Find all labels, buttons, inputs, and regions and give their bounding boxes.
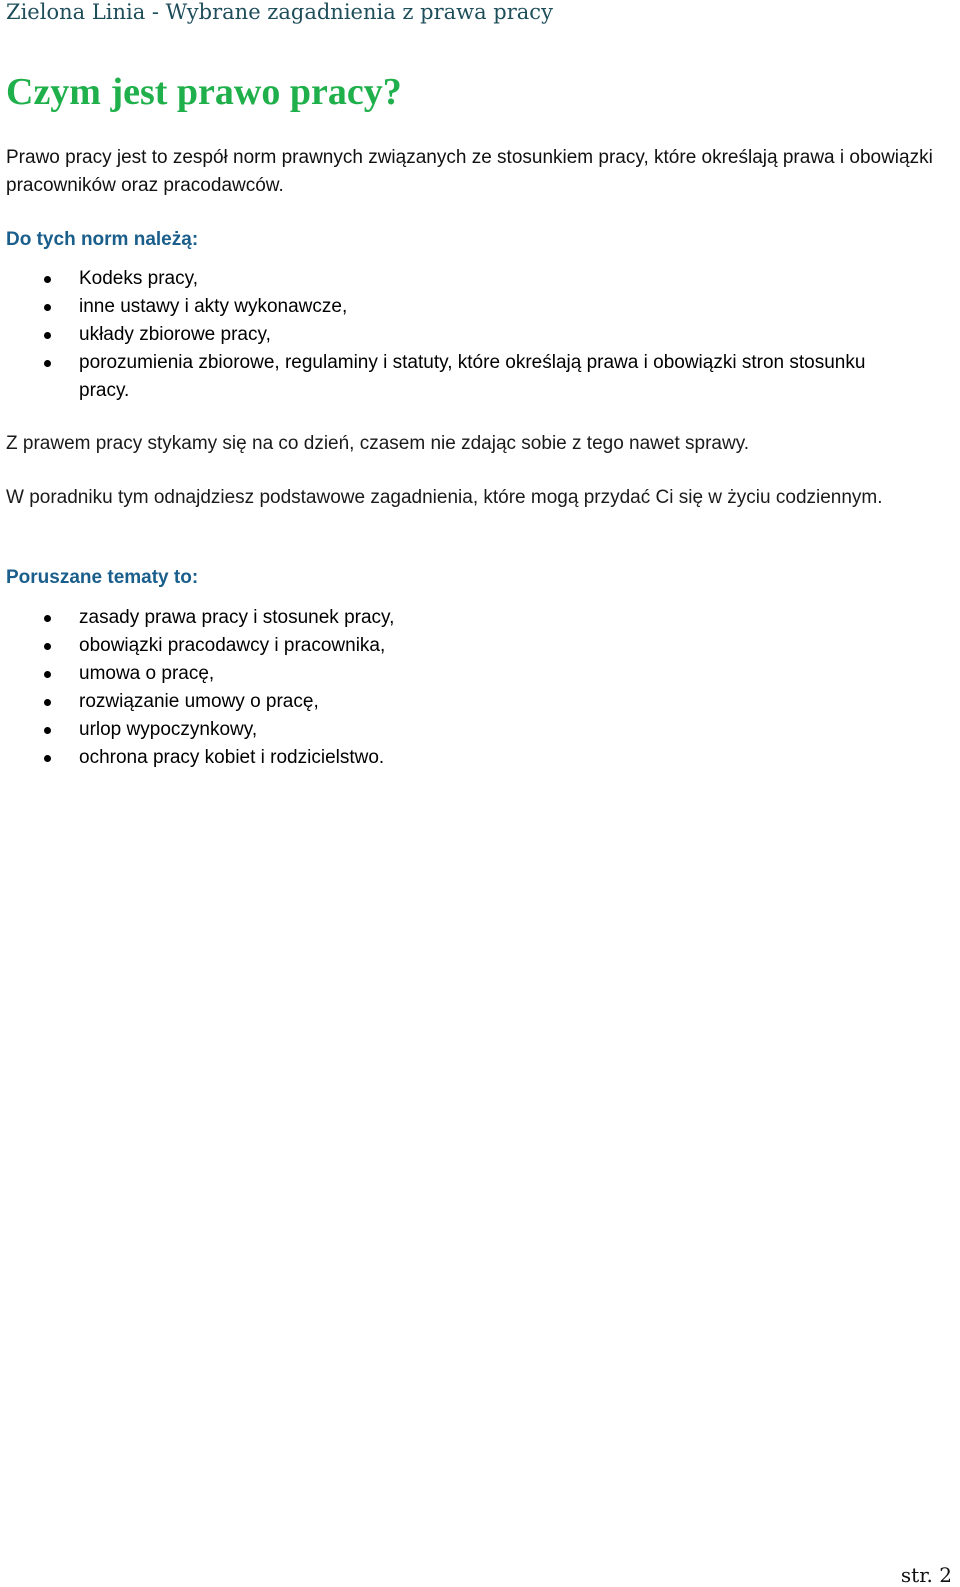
topics-list-item: umowa o pracę, bbox=[0, 660, 920, 688]
topics-list-item: obowiązki pracodawcy i pracownika, bbox=[0, 632, 920, 660]
norms-list-item: Kodeks pracy, bbox=[0, 265, 920, 293]
page-title: Czym jest prawo pracy? bbox=[6, 71, 402, 113]
norms-list bbox=[0, 265, 920, 405]
norms-list-item: inne ustawy i akty wykonawcze, bbox=[0, 293, 920, 321]
everyday-paragraph: Z prawem pracy stykamy się na co dzień, czasem nie zdając sobie z tego nawet sprawy. bbox=[6, 433, 750, 454]
topics-heading: Poruszane tematy to: bbox=[6, 567, 199, 588]
norms-list-item: układy zbiorowe pracy, bbox=[0, 321, 920, 349]
norms-heading: Do tych norm należą: bbox=[6, 229, 199, 250]
intro-paragraph: Prawo pracy jest to zespół norm prawnych związanych ze stosunkiem pracy, które określają prawa i obowiązki pracowników oraz pracodawców. bbox=[6, 147, 933, 196]
topics-list-item: ochrona pracy kobiet i rodzicielstwo. bbox=[0, 744, 920, 772]
page-number: str. 2 bbox=[900, 1563, 952, 1587]
topics-list-item: zasady prawa pracy i stosunek pracy, bbox=[0, 604, 920, 632]
topics-list-item: urlop wypoczynkowy, bbox=[0, 716, 920, 744]
topics-list-item: rozwiązanie umowy o pracę, bbox=[0, 688, 920, 716]
guide-paragraph: W poradniku tym odnajdziesz podstawowe zagadnienia, które mogą przydać Ci się w życiu codziennym. bbox=[6, 487, 883, 508]
topics-list bbox=[0, 604, 920, 772]
norms-list-item: porozumienia zbiorowe, regulaminy i statuty, które określają prawa i obowiązki stron stosunku pracy. bbox=[0, 349, 920, 405]
running-header: Zielona Linia - Wybrane zagadnienia z prawa pracy bbox=[6, 0, 553, 24]
